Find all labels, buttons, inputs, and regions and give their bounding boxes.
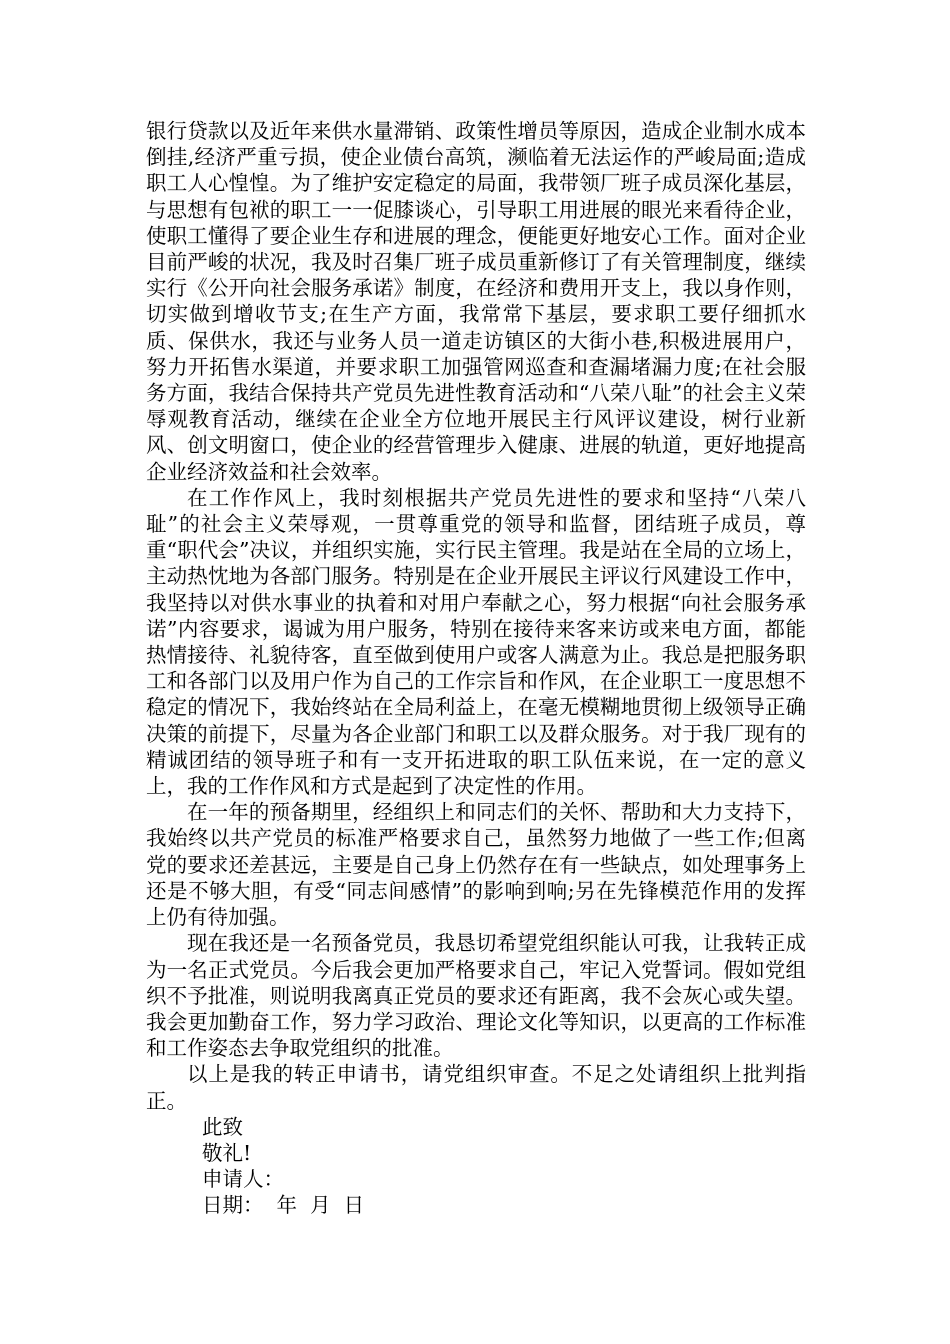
- document-page: [146, 118, 806, 1219]
- closing-block: [146, 1114, 806, 1219]
- body-paragraph-2: 在工作作风上，我时刻根据共产党员先进性的要求和坚持“八荣八耻”的社会主义荣辱观，一贯尊重党的领导和监督，团结班子成员，尊重“职代会”决议，并组织实施，实行民主管理。我是站在全局的立场上，主动热忱地为各部门服务。特别是在企业开展民主评议行风建设工作中，我坚持以对供水事业的执着和对用户奉献之心，努力根据“向社会服务承诺”内容要求，谒诚为用户服务，特别在接待来客来访或来电方面，都能热情接待、礼貌待客，直至做到使用户或客人满意为止。我总是把服务职工和各部门以及用户作为自己的工作宗旨和作风，在企业职工一度思想不稳定的情况下，我始终站在全局利益上，在毫无模糊地贯彻上级领导正确决策的前提下，尽量为各企业部门和职工以及群众服务。对于我厂现有的精诚团结的领导班子和有一支开拓进取的职工队伍来说，在一定的意义上，我的工作作风和方式是起到了决定性的作用。: [146, 485, 806, 799]
- salutation-line: 此致: [202, 1114, 243, 1139]
- date-line: 日期： 年 月 日: [202, 1193, 365, 1218]
- body-paragraph-4: 现在我还是一名预备党员，我恳切希望党组织能认可我，让我转正成为一名正式党员。今后我会更加严格要求自己，牢记入党誓词。假如党组织不予批准，则说明我离真正党员的要求还有距离，我不会灰心或失望。我会更加勤奋工作，努力学习政治、理论文化等知识，以更高的工作标准和工作姿态去争取党组织的批准。: [146, 931, 806, 1061]
- regards-line: 敬礼!: [202, 1140, 252, 1165]
- applicant-line: 申请人：: [202, 1167, 284, 1192]
- body-paragraph-3: 在一年的预备期里，经组织上和同志们的关怀、帮助和大力支持下，我始终以共产党员的标准严格要求自己，虽然努力地做了一些工作;但离党的要求还差甚远，主要是自己身上仍然存在有一些缺点，如处理事务上还是不够大胆，有受“同志间感情”的影响到响;另在先锋模范作用的发挥上仍有待加强。: [146, 800, 806, 930]
- body-paragraph-5: 以上是我的转正申请书，请党组织审查。不足之处请组织上批判指正。: [146, 1062, 806, 1113]
- body-paragraph-1: 银行贷款以及近年来供水量滞销、政策性增员等原因，造成企业制水成本倒挂,经济严重亏损，使企业债台高筑，濒临着无法运作的严峻局面;造成职工人心惶惶。为了维护安定稳定的局面，我带领厂班子成员深化基层，与思想有包袱的职工一一促膝谈心，引导职工用进展的眼光来看待企业，使职工懂得了要企业生存和进展的理念，便能更好地安心工作。面对企业目前严峻的状况，我及时召集厂班子成员重新修订了有关管理制度，继续实行《公开向社会服务承诺》制度，在经济和费用开支上，我以身作则，切实做到增收节支;在生产方面，我常常下基层，要求职工要仔细抓水质、保供水，我还与业务人员一道走访镇区的大街小巷,积极进展用户，努力开拓售水渠道，并要求职工加强管网巡查和查漏堵漏力度;在社会服务方面，我结合保持共产党员先进性教育活动和“八荣八耻”的社会主义荣辱观教育活动，继续在企业全方位地开展民主行风评议建设，树行业新风、创文明窗口，使企业的经营管理步入健康、进展的轨道，更好地提高企业经济效益和社会效率。: [146, 119, 806, 484]
